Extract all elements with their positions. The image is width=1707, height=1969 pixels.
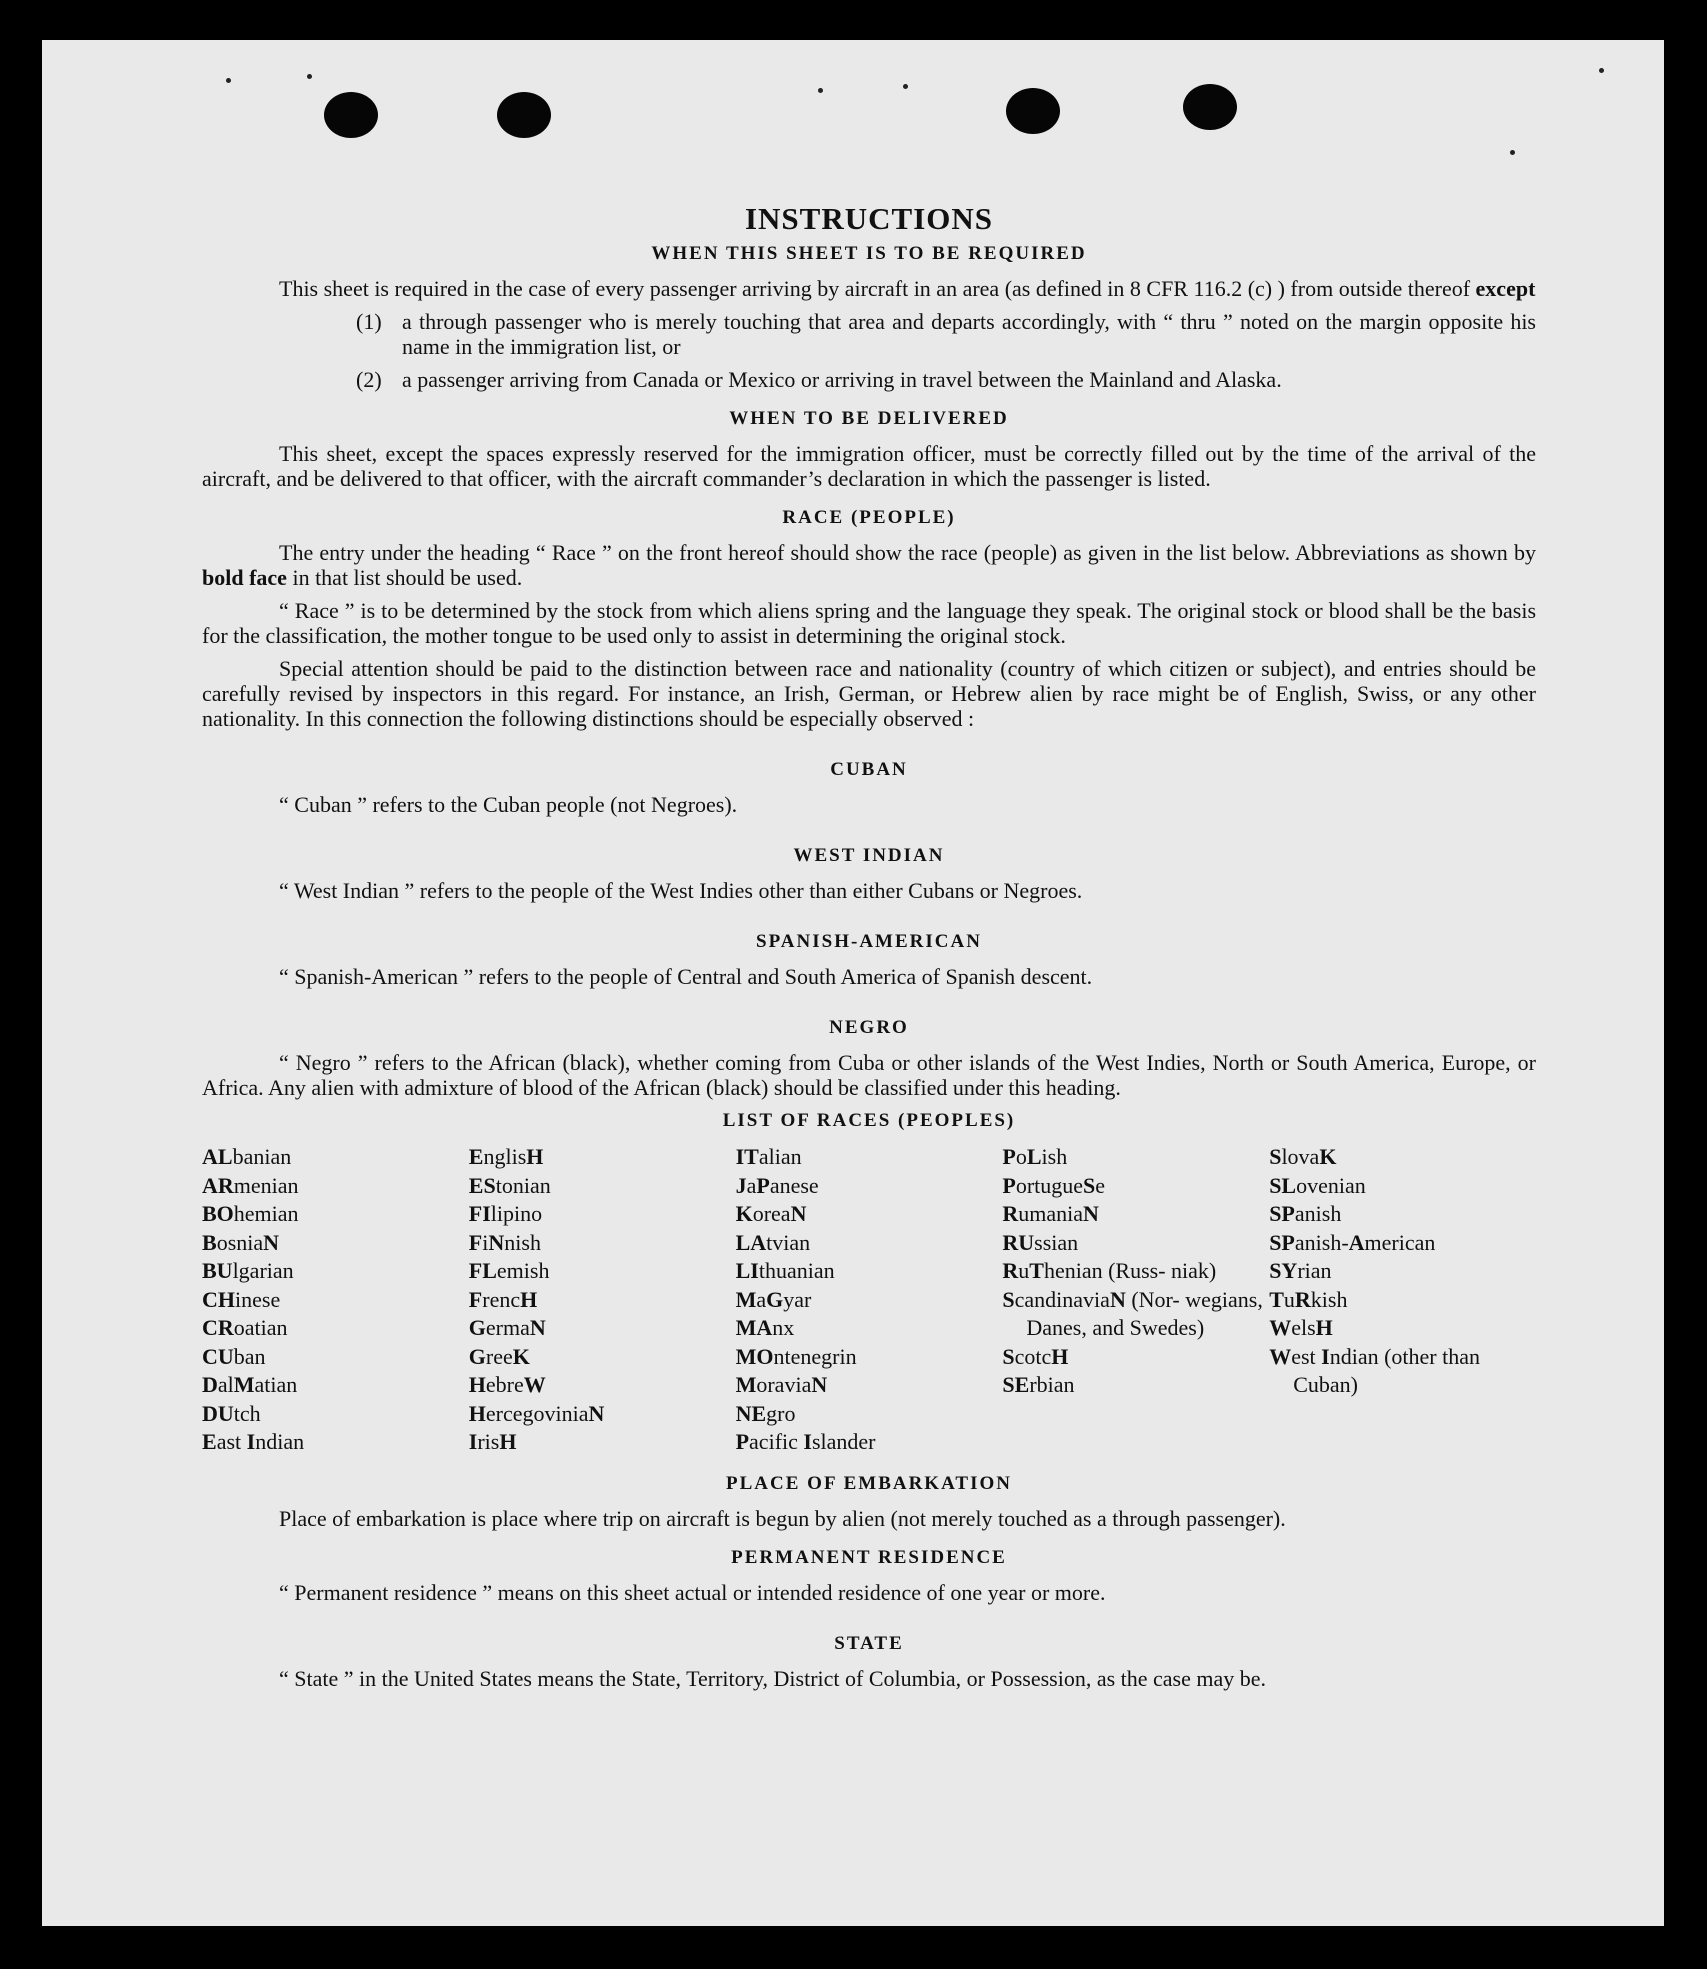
race-entry: BosniaN [202, 1229, 280, 1255]
heading-spanish-american: SPANISH-AMERICAN [756, 931, 982, 952]
cuban-text: “ Cuban ” refers to the Cuban people (not Negroes). [279, 792, 738, 817]
race-entry: FiNnish [468, 1229, 541, 1255]
race-entry: DalMatian [202, 1372, 298, 1397]
punch-hole [1183, 84, 1237, 130]
race-entry: ITalian [735, 1144, 802, 1169]
races-column [1002, 1143, 1269, 1457]
races-column [469, 1143, 736, 1457]
race-entry: MAnx [735, 1315, 795, 1340]
race-entry: EStonian [468, 1172, 551, 1198]
list-item: (2) a passenger arriving from Canada or Mexico or arriving in travel between the Mainland and Alaska. [356, 367, 1282, 392]
race-entry: FLemish [468, 1258, 550, 1283]
race-entry: BOhemian [202, 1201, 299, 1226]
race-entry: GreeK [468, 1343, 530, 1369]
race-entry: RUssian [1002, 1229, 1079, 1255]
race-entry: CHinese [202, 1286, 281, 1312]
speck [226, 78, 231, 83]
race-entry: CUban [202, 1343, 266, 1369]
race-entry: RuThenian (Russ- niak) [1002, 1258, 1217, 1283]
page-title: INSTRUCTIONS [744, 201, 993, 236]
embarkation-text: Place of embarkation is place where trip on aircraft is begun by alien (not merely touched as a through passenger). [279, 1505, 1286, 1531]
race-entry: SlovaK [1269, 1144, 1337, 1169]
race-entry: SPanish [1269, 1201, 1342, 1226]
heading-permanent-residence: PERMANENT RESIDENCE [731, 1546, 1007, 1568]
race-entry: FrencH [468, 1286, 538, 1312]
race-entry: HercegoviniaN [468, 1400, 605, 1426]
races-column [1269, 1143, 1536, 1457]
heading-race: RACE (PEOPLE) [782, 507, 956, 528]
heading-state: STATE [834, 1632, 904, 1654]
required-intro: This sheet is required in the case of every passenger arriving by aircraft in an area (as defined in 8 CFR 116.2 (c) ) from outside thereof except [279, 276, 1536, 301]
race-entry: IrisH [468, 1429, 517, 1454]
race-entry: GermaN [468, 1315, 546, 1340]
races-column [736, 1143, 1003, 1457]
punch-hole [497, 92, 551, 138]
race-entry: ScotcH [1002, 1343, 1069, 1369]
race-entry: LAtvian [735, 1229, 811, 1255]
heading-negro: NEGRO [829, 1017, 909, 1038]
negro-text: “ Negro ” refers to the African (black), whether coming from Cuba or other islands of the West Indies, North or South America, Europe, or Africa. Any alien with admixture of blood of the African (black) should be classified under this heading. [202, 1050, 1536, 1100]
punch-hole [324, 92, 378, 138]
race-entry: ARmenian [202, 1172, 299, 1198]
list-item: (1) a through passenger who is merely touching that area and departs accordingly, with “ thru ” noted on the margin opposite his name in the immigration list, or [356, 309, 1536, 359]
heading-embarkation: PLACE OF EMBARKATION [726, 1472, 1012, 1494]
race-entry: East Indian [202, 1429, 305, 1454]
speck [1599, 68, 1604, 73]
race-entry: HebreW [468, 1372, 546, 1397]
state-text: “ State ” in the United States means the State, Territory, District of Columbia, or Possession, as the case may be. [279, 1665, 1267, 1691]
race-entry: MOntenegrin [735, 1343, 857, 1369]
race-entry: DUtch [202, 1400, 261, 1426]
west-indian-text: “ West Indian ” refers to the people of the West Indies other than either Cubans or Negroes. [279, 878, 1083, 903]
race-paragraph-3: Special attention should be paid to the distinction between race and nationality (country of which citizen or subject), and entries should be carefully revised by inspectors in this regard. For instance, an Irish, German, or Hebrew alien by race might be of English, Swiss, or any other nationality. In this connection the following distinctions should be especially observed : [202, 656, 1536, 731]
speck [1510, 150, 1515, 155]
instructions-content [202, 166, 1536, 1691]
heading-west-indian: WEST INDIAN [793, 845, 945, 866]
race-entry: ScandinaviaN (Nor- wegians, Danes, and Swedes) [1002, 1286, 1263, 1340]
heading-when-delivered: WHEN TO BE DELIVERED [729, 408, 1009, 429]
spanish-american-text: “ Spanish-American ” refers to the people of Central and South America of Spanish descent. [279, 964, 1093, 989]
speck [818, 88, 823, 93]
race-entry: NEgro [735, 1400, 796, 1426]
heading-list-of-races: LIST OF RACES (PEOPLES) [722, 1110, 1016, 1131]
race-entry: WelsH [1269, 1315, 1333, 1340]
race-entry: PortugueSe [1002, 1172, 1106, 1198]
race-entry: ALbanian [202, 1144, 292, 1169]
race-entry: Pacific Islander [735, 1429, 876, 1454]
race-entry: SYrian [1269, 1258, 1332, 1283]
race-entry: JaPanese [735, 1172, 819, 1198]
races-list [202, 1143, 1536, 1457]
document-page [42, 40, 1664, 1926]
race-entry: FIlipino [468, 1201, 543, 1226]
race-entry: LIthuanian [735, 1258, 835, 1283]
race-entry: BUlgarian [202, 1258, 294, 1283]
race-paragraph-1: The entry under the heading “ Race ” on the front hereof should show the race (people) as given in the list below. Abbreviations as shown by bold face in that list should be used. [202, 540, 1536, 590]
race-entry: West Indian (other than Cuban) [1269, 1343, 1480, 1397]
speck [307, 74, 312, 79]
race-entry: RumaniaN [1002, 1201, 1099, 1226]
race-entry: PoLish [1002, 1144, 1068, 1169]
residence-text: “ Permanent residence ” means on this sheet actual or intended residence of one year or more. [279, 1579, 1106, 1605]
delivered-text: This sheet, except the spaces expressly reserved for the immigration officer, must be correctly filled out by the time of the arrival of the aircraft, and be delivered to that officer, with the aircraft commander’s declaration in which the passenger is listed. [202, 441, 1536, 491]
race-entry: SErbian [1002, 1372, 1075, 1397]
race-entry: KoreaN [735, 1201, 807, 1226]
race-entry: MaGyar [735, 1286, 812, 1312]
speck [903, 84, 908, 89]
race-entry: MoraviaN [735, 1372, 828, 1397]
races-column [202, 1143, 469, 1457]
race-entry: SLovenian [1269, 1172, 1366, 1198]
race-entry: SPanish-American [1269, 1229, 1436, 1255]
heading-cuban: CUBAN [830, 759, 908, 780]
heading-when-required: WHEN THIS SHEET IS TO BE REQUIRED [651, 243, 1087, 264]
race-entry: TuRkish [1269, 1286, 1348, 1312]
race-paragraph-2: “ Race ” is to be determined by the stock from which aliens spring and the language they speak. The original stock or blood shall be the basis for the classification, the mother tongue to be used only to assist in determining the original stock. [202, 598, 1536, 648]
punch-hole [1006, 88, 1060, 134]
race-entry: EnglisH [468, 1144, 544, 1169]
race-entry: CRoatian [202, 1315, 288, 1340]
